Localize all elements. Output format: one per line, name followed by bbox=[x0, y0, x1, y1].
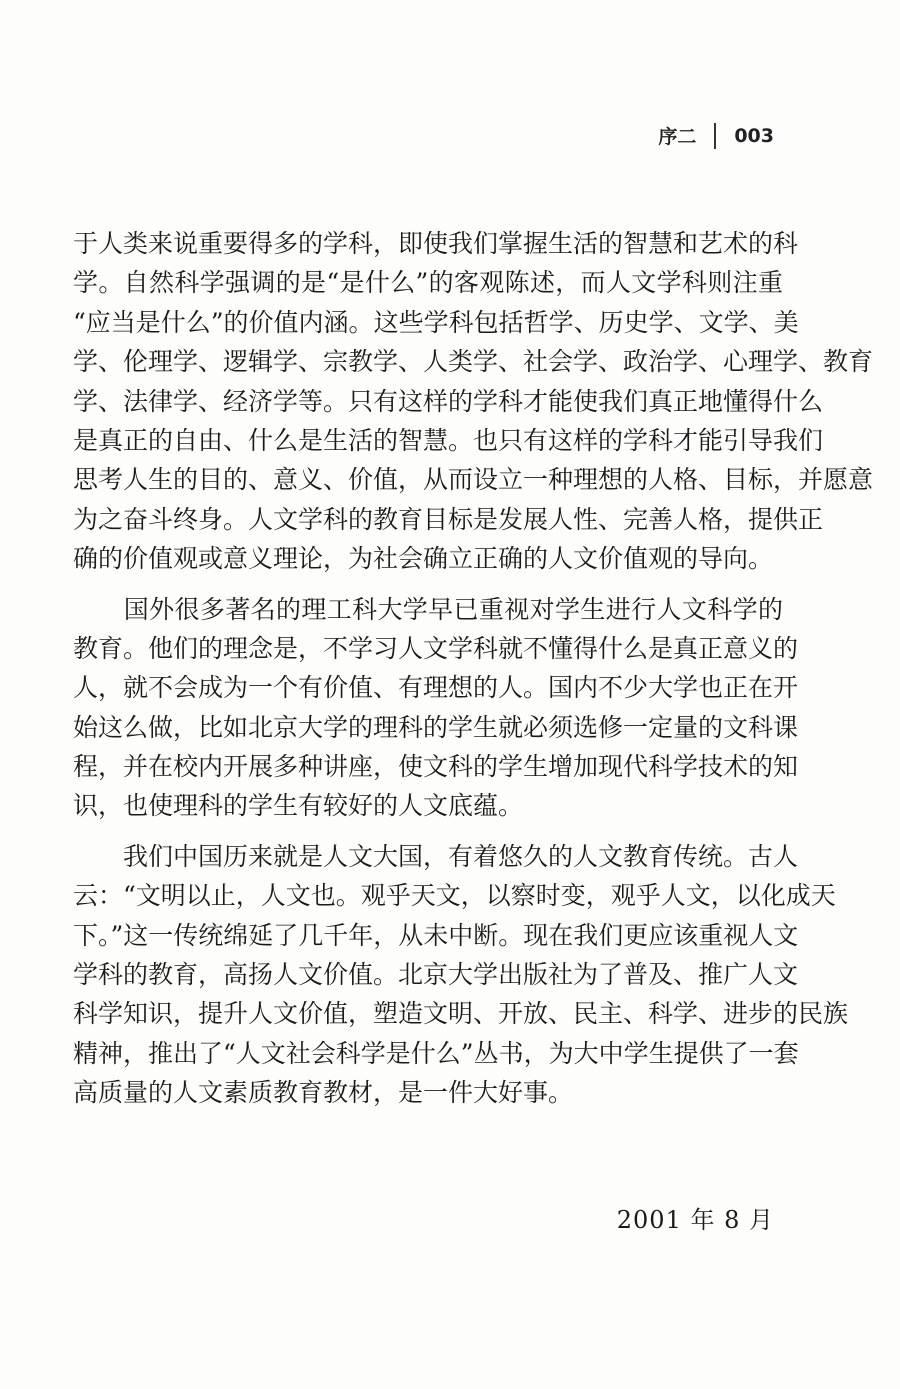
text-line: 教育。他们的理念是，不学习人文学科就不懂得什么是真正意义的 bbox=[73, 633, 799, 663]
text-line: 程，并在校内开展多种讲座，使文科的学生增加现代科学技术的知 bbox=[73, 752, 799, 782]
text-line: “应当是什么”的价值内涵。这些学科包括哲学、历史学、文学、美 bbox=[73, 307, 799, 337]
text-line: 云：“文明以止，人文也。观乎天文，以察时变，观乎人文，以化成天 bbox=[73, 881, 836, 911]
paragraph-gap bbox=[73, 579, 783, 590]
text-line: 为之奋斗终身。人文学科的教育目标是发展人性、完善人格，提供正 bbox=[73, 504, 824, 534]
header-divider bbox=[714, 123, 716, 149]
text-line: 思考人生的目的、意义、价值，从而设立一种理想的人格、目标，并愿意 bbox=[73, 465, 874, 495]
running-header bbox=[658, 122, 774, 149]
paragraph bbox=[73, 590, 799, 826]
date-signature: 2001 年 8 月 bbox=[616, 1206, 774, 1234]
text-line: 识，也使理科的学生有较好的人文底蕴。 bbox=[73, 791, 524, 821]
text-line: 确的价值观或意义理论，为社会确立正确的人文价值观的导向。 bbox=[73, 544, 774, 574]
text-line: 精神，推出了“人文社会科学是什么”丛书，为大中学生提供了一套 bbox=[73, 1038, 799, 1068]
text-line: 我们中国历来就是人文大国，有着悠久的人文教育传统。古人 bbox=[73, 841, 799, 871]
paragraph bbox=[73, 837, 849, 1113]
text-line: 始这么做，比如北京大学的理科的学生就必须选修一定量的文科课 bbox=[73, 712, 799, 742]
text-line: 学、法律学、经济学等。只有这样的学科才能使我们真正地懂得什么 bbox=[73, 386, 824, 416]
paragraph bbox=[73, 224, 874, 579]
text-line: 学、伦理学、逻辑学、宗教学、人类学、社会学、政治学、心理学、教育 bbox=[73, 347, 874, 377]
text-line: 科学知识，提升人文价值，塑造文明、开放、民主、科学、进步的民族 bbox=[73, 999, 849, 1029]
text-line: 于人类来说重要得多的学科，即使我们掌握生活的智慧和艺术的科 bbox=[73, 229, 799, 258]
text-line: 国外很多著名的理工科大学早已重视对学生进行人文科学的 bbox=[73, 594, 783, 624]
text-line: 是真正的自由、什么是生活的智慧。也只有这样的学科才能引导我们 bbox=[73, 425, 824, 455]
paragraph-gap bbox=[73, 826, 783, 837]
body-text bbox=[73, 224, 874, 1113]
page-number: 003 bbox=[734, 124, 774, 147]
text-line: 高质量的人文素质教育教材，是一件大好事。 bbox=[73, 1078, 574, 1108]
text-line: 人，就不会成为一个有价值、有理想的人。国内不少大学也正在开 bbox=[73, 673, 799, 703]
text-line: 学。自然科学强调的是“是什么”的客观陈述，而人文学科则注重 bbox=[73, 268, 783, 298]
text-line: 学科的教育，高扬人文价值。北京大学出版社为了普及、推广人文 bbox=[73, 960, 799, 990]
section-title: 序二 bbox=[658, 126, 697, 148]
text-line: 下。”这一传统绵延了几千年，从未中断。现在我们更应该重视人文 bbox=[73, 920, 799, 950]
